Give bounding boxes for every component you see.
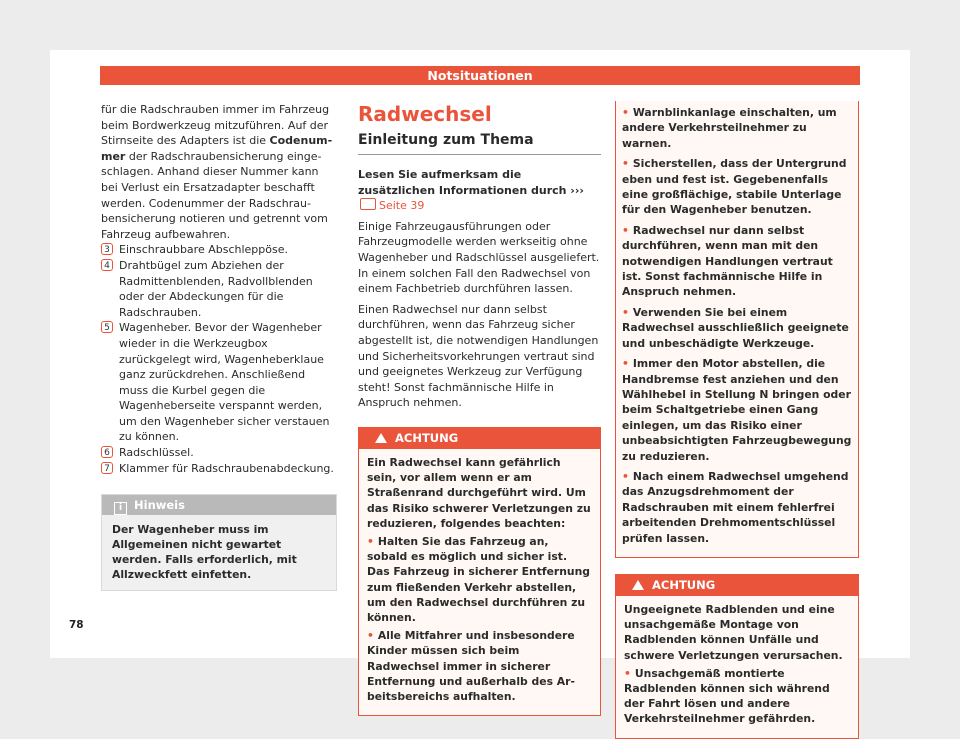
warning-box [358, 427, 601, 716]
bullet-item [622, 223, 852, 300]
item-number-badge: 3 [101, 243, 113, 255]
bullet-text: Immer den Motor abstellen, die Handbremse fest anziehen und den Wählhebel in Stellung N bringen oder beim Schaltgetriebe einen Gang einlegen, um das Risiko einer unbeabsichtigten Fahrzeugbewegung zu reduzieren. [622, 357, 852, 463]
bullet-icon: • [622, 223, 629, 237]
item-number-badge: 4 [101, 259, 113, 271]
bullet-icon: • [367, 629, 374, 643]
warning-header-2 [616, 575, 858, 596]
bullet-text: Sicherstellen, dass der Untergrund eben und fest ist. Gegebenenfalls eine großflächige, stabile Unterlage für den Wagenheber benutzen. [622, 157, 847, 217]
bullet-icon: • [622, 106, 629, 119]
item-text: Klammer für Radschraubenabdeckung. [119, 461, 334, 475]
subsection-title: Einleitung zum Thema [358, 130, 601, 155]
item-number-badge: 5 [101, 321, 113, 333]
bullet-icon: • [624, 666, 631, 680]
bullet-icon: • [622, 305, 629, 319]
bullet-item [622, 105, 852, 151]
column-1 [101, 102, 337, 591]
hint-text: Der Wagenheber muss im Allgemeinen nicht gewartet werden. Falls erforderlich, mit Allzweckfett einfetten. [112, 523, 297, 582]
hint-box [101, 494, 337, 591]
bullet-text: Verwenden Sie bei einem Radwechsel ausschließlich geeignete und unbeschädigte Werkzeuge. [622, 305, 849, 350]
item-text: Radschlüssel. [119, 446, 194, 460]
bullet-icon: • [622, 157, 629, 171]
bullet-item [367, 628, 592, 704]
bullet-item [622, 356, 852, 464]
warning-intro: Ein Radwechsel kann gefährlich sein, vor allem wenn er am Straßenrand durchgeführt wird. Um das Risiko schwerer Verletzungen zu reduzieren, folgendes beachten: [367, 455, 591, 530]
warning-body [359, 449, 600, 715]
item-text: Einschraubbare Abschleppöse. [119, 243, 288, 257]
bullet-text: Warnblinkanlage einschalten, um andere Verkehrsteilnehmer zu warnen. [622, 106, 837, 150]
warning-title-2: ACHTUNG [652, 577, 716, 592]
bullet-text: Unsachgemäß montierte Radblenden können sich während der Fahrt lösen und andere Verkehrsteilnehmer gefährden. [624, 666, 830, 726]
warning-continuation [615, 101, 859, 558]
bullet-icon: • [367, 534, 374, 548]
warning-triangle-icon [632, 580, 644, 590]
list-item [101, 445, 337, 461]
intro-paragraph: für die Radschrauben immer im Fahrzeug beim Bordwerkzeug mitzuführen. Auf der Stirnseite des Adapters ist die Codenummer der Radschraubensicherung eingeschlagen. Anhand dieser Nummer kann bei Verlust ein Ersatzadapter beschafft werden. Codenummer der Radschraubensicherung notieren und getrennt vom Fahrzeug aufbewahren. [101, 103, 333, 241]
item-text: Drahtbügel zum Abziehen der Radmittenblenden, Radvollblenden oder der Abdeckungen für die Radschrauben. [119, 258, 313, 319]
column-2 [358, 102, 601, 716]
list-item [101, 320, 337, 445]
page-number: 78 [69, 619, 84, 631]
item-number-badge: 7 [101, 462, 113, 474]
paragraph-2: Einen Radwechsel nur dann selbst durchführen, wenn das Fahrzeug sicher abgestellt ist, die notwendigen Handlungen und Sicherheitsvorkehrungen vertraut sind und geeignetes Werkzeug zur Verfügung steht! Sonst fachmännische Hilfe in Anspruch nehmen. [358, 302, 599, 410]
paragraph-1: Einige Fahrzeugausführungen oder Fahrzeugmodelle werden werkseitig ohne Wagenheber und Radschlüssel ausgeliefert. In einem solchen Fall den Radwechsel von einem Fachbetrieb durchführen lassen. [358, 219, 600, 296]
bullet-item [624, 666, 850, 727]
bullet-text: Halten Sie das Fahrzeug an, sobald es möglich und sicher ist. Das Fahrzeug in sicherer Entfernung zum fließenden Verkehr abstellen, um den Radwechsel durchführen zu können. [367, 534, 591, 624]
bullet-text: Radwechsel nur dann selbst durchführen, wenn man mit den notwendigen Handlungen vertraut ist. Sonst fachmännische Hilfe in Anspruch nehmen. [622, 223, 833, 299]
bullet-text: Alle Mitfahrer und insbesondere Kinder müssen sich beim Radwechsel immer in sicherer Entfernung und außerhalb des Arbeitsbereichs aufhalten. [367, 629, 575, 703]
item-text: Wagenheber. Bevor der Wagenheber wieder in die Werkzeugbox zurückgelegt wird, Wagenheberklaue ganz zurückdrehen. Anschließend muss die Kurbel gegen die Wagenheberseite verspannt werden, um den Wagenheber sicher verstauen zu können. [119, 321, 330, 444]
numbered-list [101, 242, 337, 476]
list-item [101, 461, 337, 477]
page-reference-link[interactable]: Seite 39 [358, 199, 424, 212]
info-icon: i [114, 502, 127, 515]
bullet-icon: • [622, 357, 629, 371]
section-header: Notsituationen [100, 66, 860, 85]
bullet-item [622, 305, 852, 351]
section-title: Radwechsel [358, 102, 492, 126]
bullet-icon: • [622, 469, 629, 483]
warning-title: ACHTUNG [395, 430, 459, 445]
warning-header [359, 428, 600, 449]
hint-header [102, 495, 336, 515]
warning-intro-2: Ungeeignete Radblenden und eine unsachgemäße Montage von Radblenden können Unfälle und schwere Verletzungen verursachen. [624, 602, 843, 662]
warning-body-2 [616, 596, 858, 738]
list-item [101, 258, 337, 320]
bullet-item [622, 156, 852, 218]
column-3 [615, 101, 859, 739]
hint-title: Hinweis [134, 498, 185, 513]
warning-box-2 [615, 574, 859, 739]
warning-triangle-icon [375, 433, 387, 443]
lead-paragraph: Lesen Sie aufmerksam die zusätzlichen Informationen durch ››› Seite 39 [358, 168, 584, 213]
book-icon [360, 198, 376, 210]
bullet-text: Nach einem Radwechsel umgehend das Anzugsdrehmoment der Radschrauben mit einem fehlerfrei arbeitenden Drehmomentschlüssel prüfen lassen. [622, 469, 849, 545]
item-number-badge: 6 [101, 446, 113, 458]
list-item [101, 242, 337, 258]
bullet-item [622, 469, 852, 546]
bullet-item [367, 534, 592, 625]
